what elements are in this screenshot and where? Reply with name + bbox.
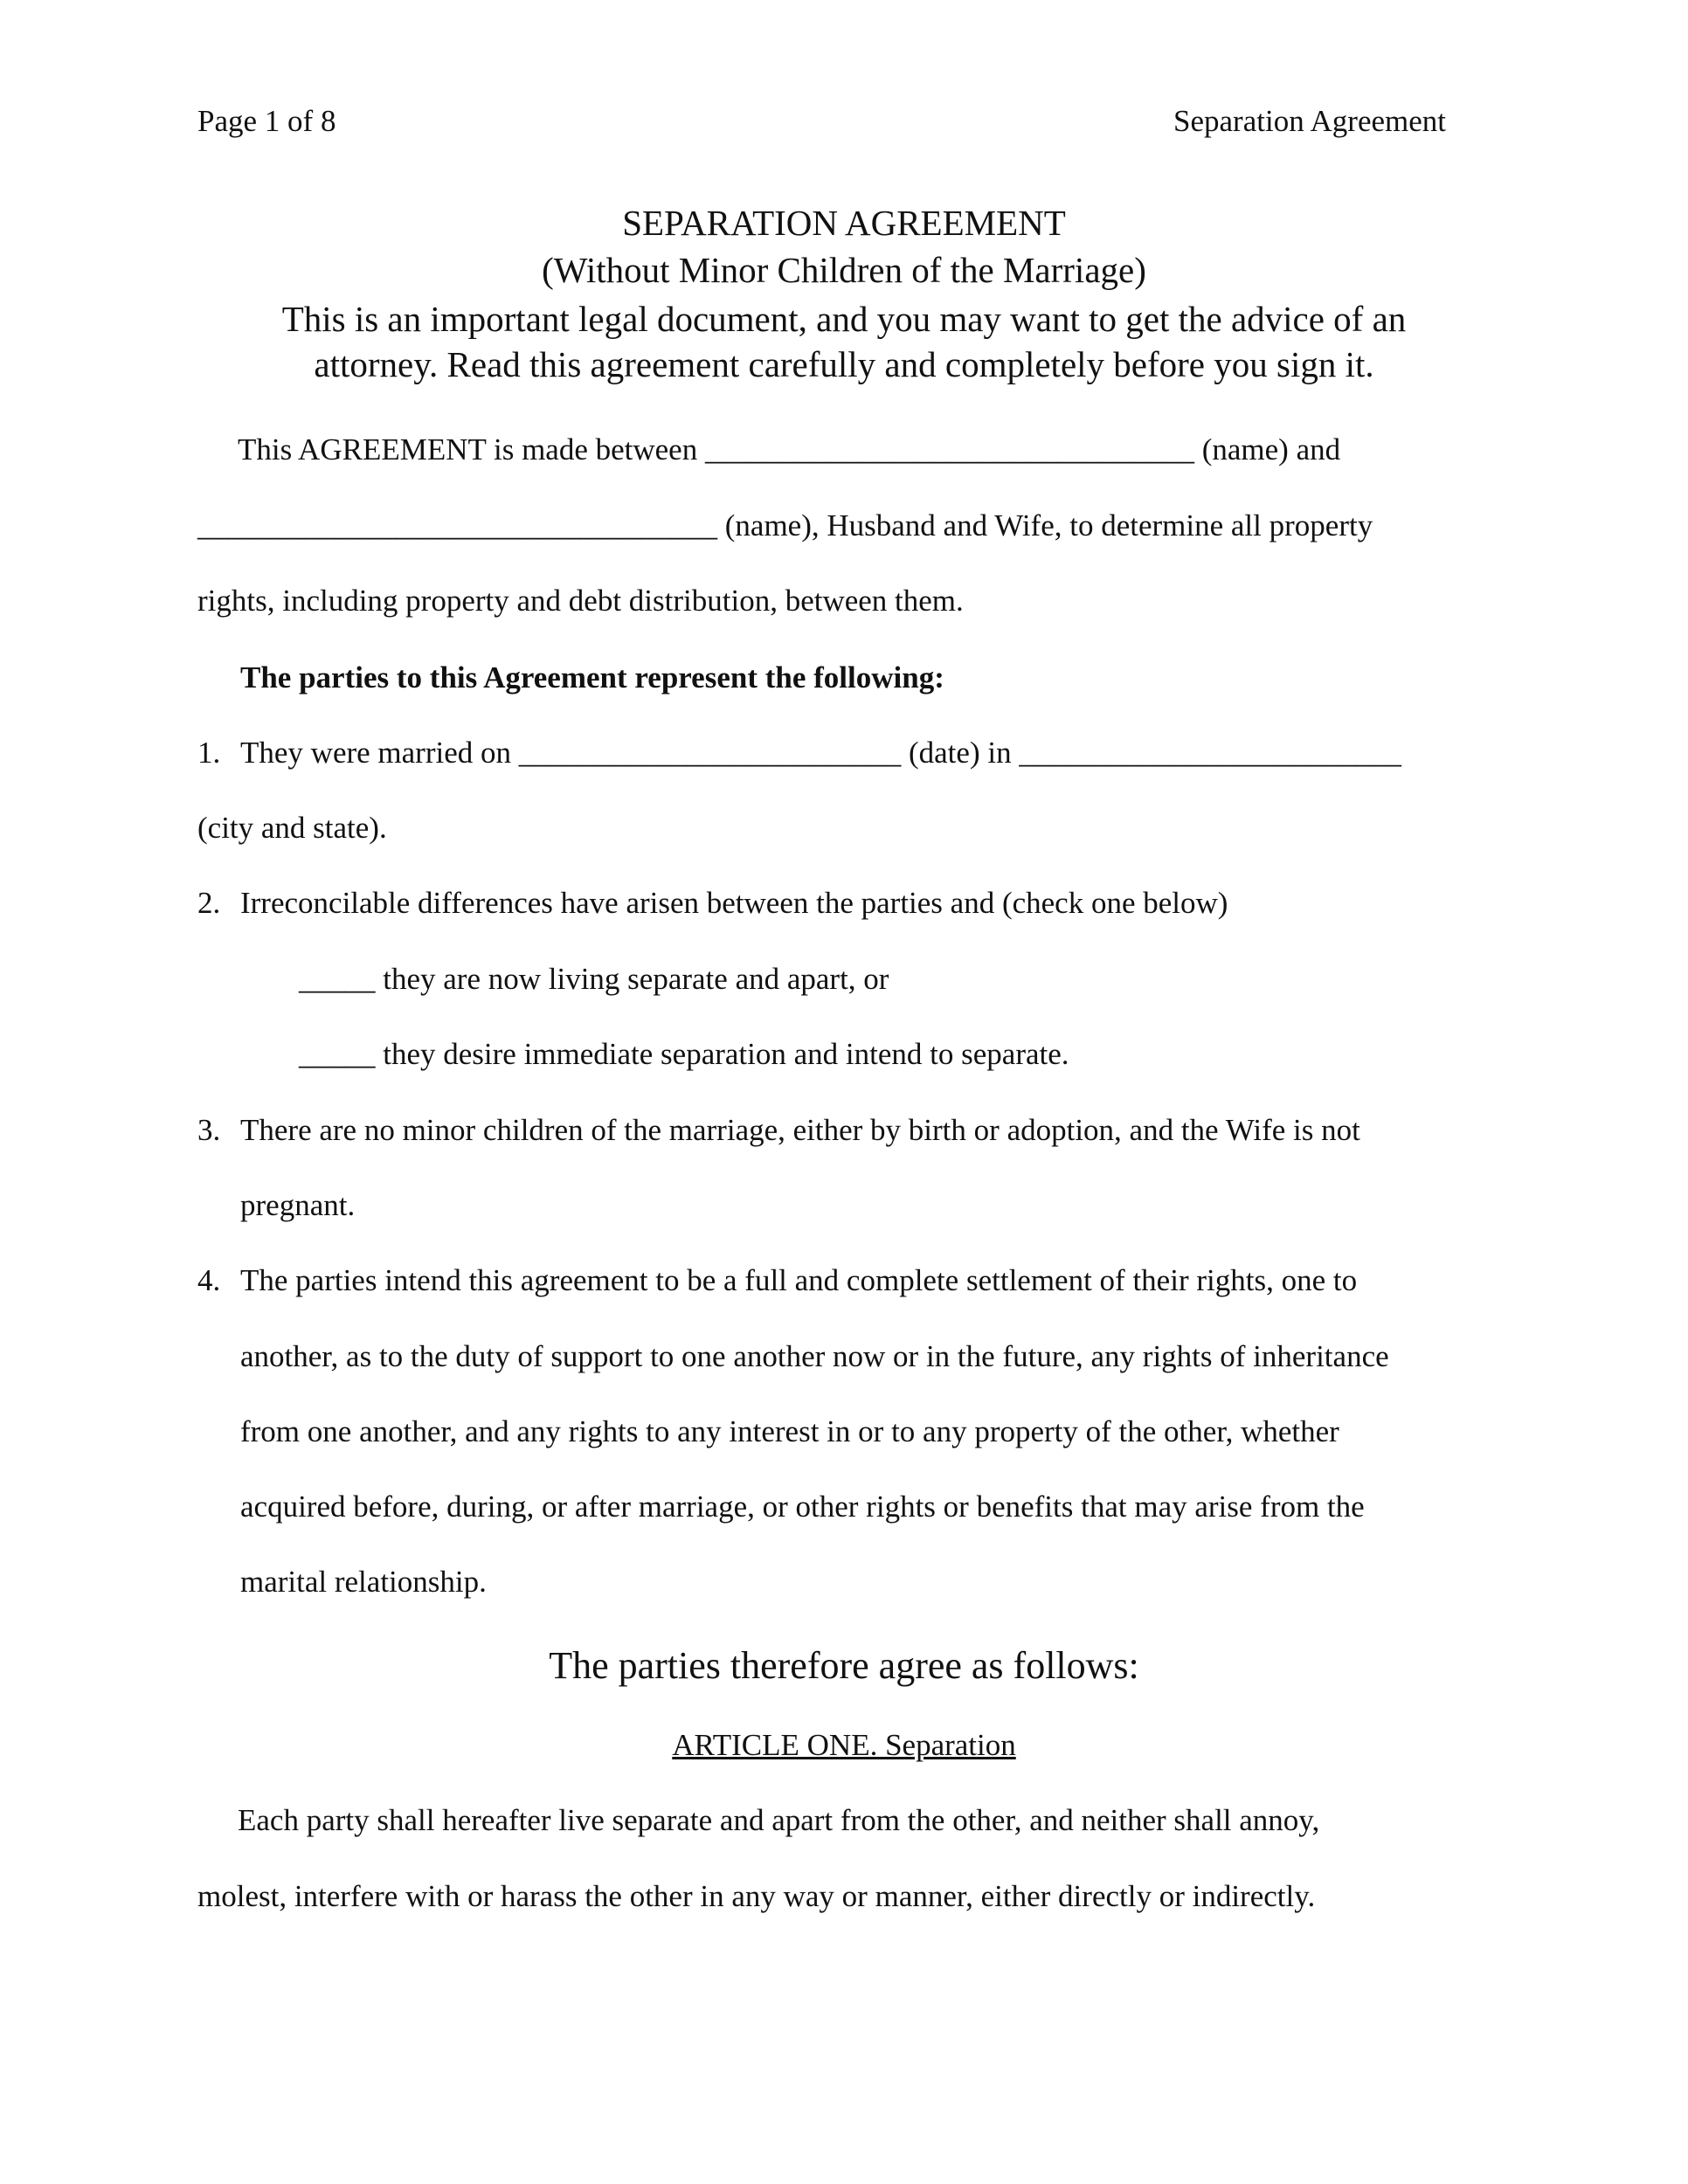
item-text: There are no minor children of the marriage, either by birth or adoption, and the Wife is not (240, 1113, 1360, 1147)
representations-heading: The parties to this Agreement represent the following: (240, 660, 944, 695)
intro-line: __________________________________ (name), Husband and Wife, to determine all property (197, 508, 1373, 543)
item-number: 1. (197, 736, 221, 770)
item-text: pregnant. (240, 1188, 356, 1222)
check-option: _____ they are now living separate and apart, or (299, 962, 889, 996)
item-number: 4. (197, 1263, 221, 1297)
item-number: 3. (197, 1113, 221, 1147)
running-title: Separation Agreement (1173, 104, 1446, 138)
article-one-heading: ARTICLE ONE. Separation (672, 1728, 1016, 1762)
document-title: SEPARATION AGREEMENT (622, 203, 1066, 243)
intro-line: This AGREEMENT is made between ________________________________ (name) and (238, 432, 1341, 467)
item-text: The parties intend this agreement to be a full and complete settlement of their rights, one to (240, 1263, 1358, 1297)
item-text: marital relationship. (240, 1565, 487, 1599)
item-text: (city and state). (197, 811, 387, 845)
article-one-text: molest, interfere with or harass the other in any way or manner, either directly or indirectly. (197, 1879, 1316, 1913)
item-text: from one another, and any rights to any interest in or to any property of the other, whether (240, 1414, 1339, 1448)
item-text: Irreconcilable differences have arisen between the parties and (check one below) (240, 886, 1228, 920)
notice-line: This is an important legal document, and you may want to get the advice of an (281, 299, 1407, 339)
agree-heading: The parties therefore agree as follows: (549, 1644, 1139, 1687)
item-text: acquired before, during, or after marriage, or other rights or benefits that may arise from the (240, 1489, 1365, 1524)
check-option: _____ they desire immediate separation and intend to separate. (299, 1037, 1069, 1071)
item-number: 2. (197, 886, 221, 920)
intro-line: rights, including property and debt distribution, between them. (197, 584, 964, 618)
page-number: Page 1 of 8 (197, 104, 336, 138)
notice-line: attorney. Read this agreement carefully and completely before you sign it. (314, 344, 1374, 384)
item-text: another, as to the duty of support to one another now or in the future, any rights of inheritance (240, 1339, 1389, 1373)
document-subtitle: (Without Minor Children of the Marriage) (542, 250, 1146, 290)
item-text: They were married on _________________________ (date) in _________________________ (240, 736, 1401, 770)
article-one-text: Each party shall hereafter live separate and apart from the other, and neither shall annoy, (238, 1803, 1320, 1837)
